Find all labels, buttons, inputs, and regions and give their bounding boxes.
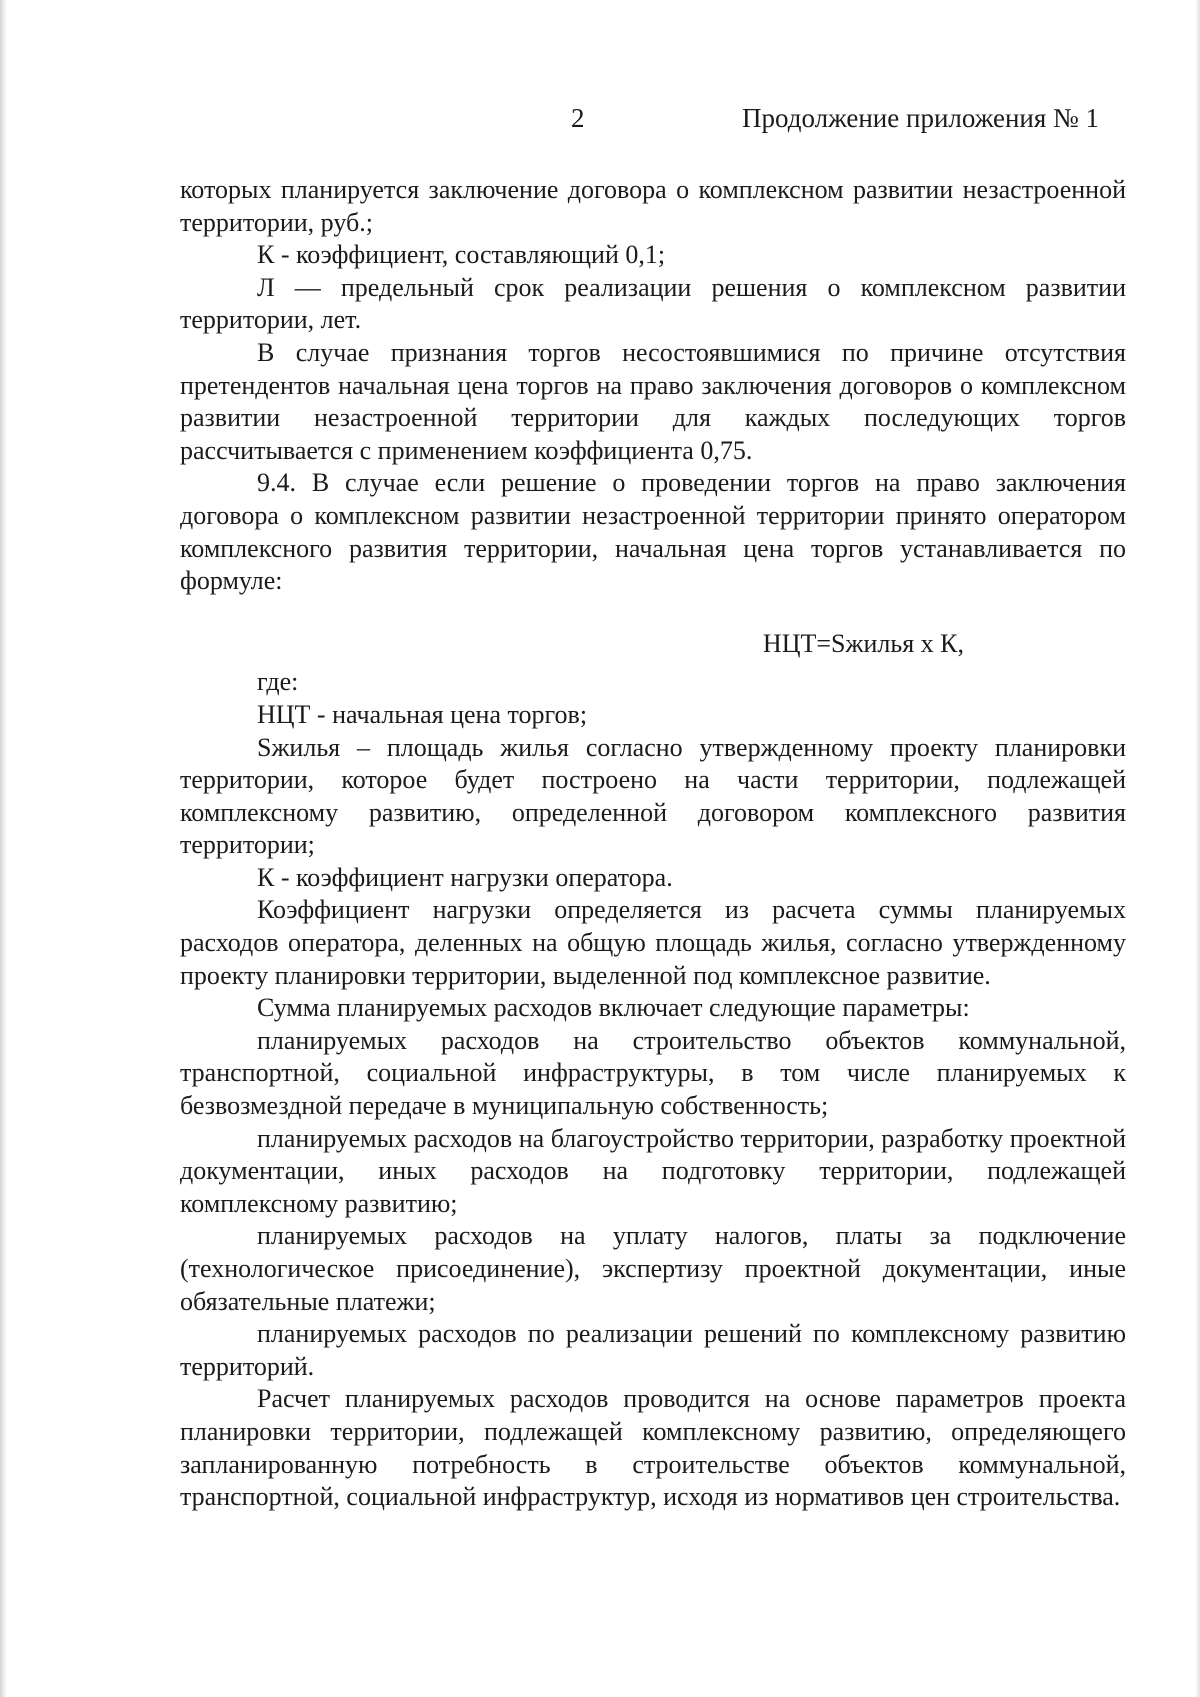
expense-item-improvement: планируемых расходов на благоустройство территории, разработку проектной документации, иных расходов на подготовку территории, подлежащей комплексному развитию;	[180, 1123, 1126, 1218]
paragraph-k-coefficient: К - коэффициент, составляющий 0,1;	[257, 240, 666, 270]
expense-item-taxes: планируемых расходов на уплату налогов, платы за подключение (технологическое присоединение), экспертизу проектной документации, иные обязательные платежи;	[180, 1221, 1126, 1316]
paragraph-continued: которых планируется заключение договора о комплексном развитии незастроенной территории, руб.;	[180, 175, 1126, 237]
definition-nct: НЦТ - начальная цена торгов;	[257, 699, 588, 729]
paragraph-expenses-intro: Сумма планируемых расходов включает следующие параметры:	[257, 993, 970, 1023]
paragraph-load-coefficient: Коэффициент нагрузки определяется из расчета суммы планируемых расходов оператора, деленных на общую площадь жилья, согласно утвержденному проекту планировки территории, выделенной под комплексное развитие.	[180, 895, 1126, 990]
paragraph-clause-9-4: 9.4. В случае если решение о проведении торгов на право заключения договора о комплексном развитии незастроенной территории принято оператором комплексного развития территории, начальная цена торгов устанавливается по формуле:	[180, 468, 1126, 596]
scan-left-edge	[0, 0, 7, 1697]
paragraph-calculation-basis: Расчет планируемых расходов проводится на основе параметров проекта планировки территории, подлежащей комплексному развитию, определяющего запланированную потребность в строительстве объектов коммунальной, транспортной, социальной инфраструктур, исходя из нормативов цен строительства.	[180, 1384, 1126, 1512]
paragraph-where: где:	[257, 667, 299, 697]
expense-item-decisions: планируемых расходов по реализации решений по комплексному развитию территорий.	[180, 1319, 1126, 1381]
scan-right-edge	[1195, 0, 1200, 1697]
formula: НЦТ=Sжилья х К,	[762, 628, 964, 658]
definition-s-housing: Sжилья – площадь жилья согласно утвержденному проекту планировки территории, которое будет построено на части территории, подлежащей комплексному развитию, определенной договором комплексного развития территории;	[180, 732, 1126, 860]
expense-item-infrastructure: планируемых расходов на строительство объектов коммунальной, транспортной, социальной инфраструктуры, в том числе планируемых к безвозмездной передаче в муниципальную собственность;	[180, 1025, 1126, 1121]
document-body	[180, 174, 1126, 1514]
paragraph-failed-auction: В случае признания торгов несостоявшимися по причине отсутствия претендентов начальная цена торгов на право заключения договоров о комплексном развитии незастроенной территории для каждых последующих торгов рассчитывается с применением коэффициента 0,75.	[180, 337, 1126, 465]
appendix-continuation-label: Продолжение приложения № 1	[742, 103, 1100, 133]
paragraph-l-term: Л — предельный срок реализации решения о комплексном развитии территории, лет.	[180, 272, 1126, 335]
page-number: 2	[571, 103, 585, 133]
definition-k-operator: К - коэффициент нагрузки оператора.	[257, 862, 673, 892]
